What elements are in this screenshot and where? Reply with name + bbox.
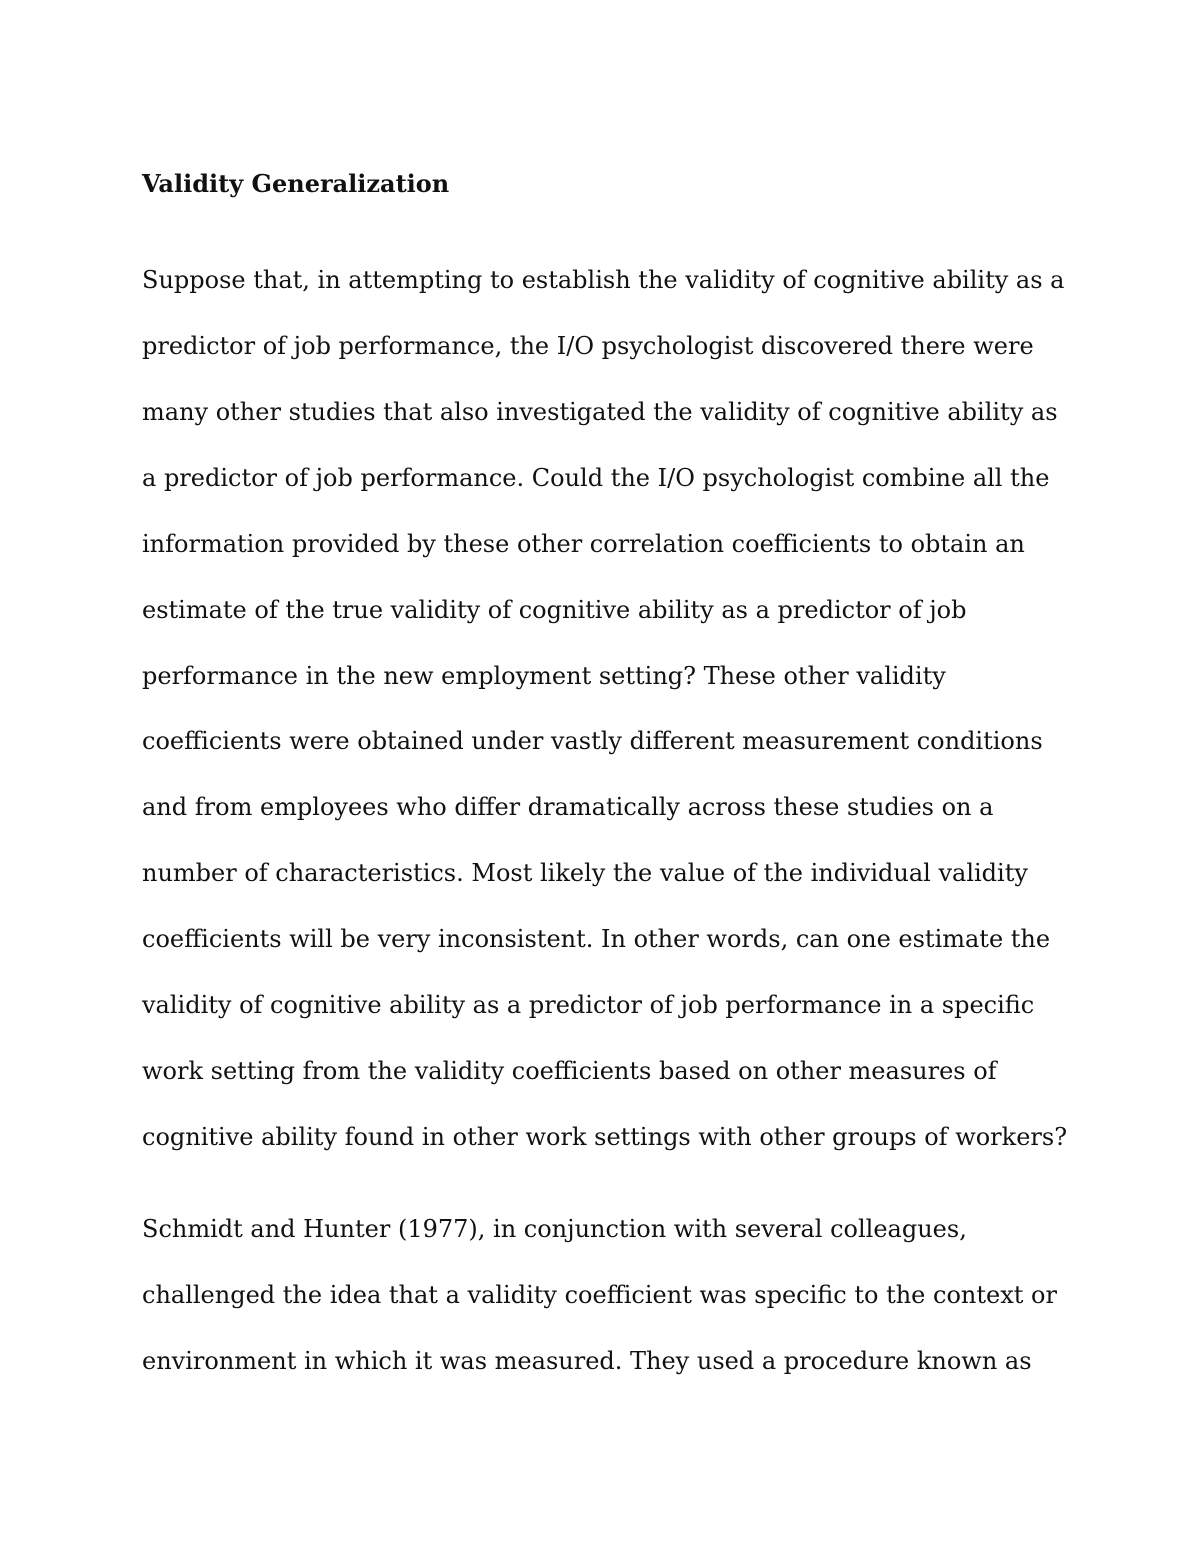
paragraph-1-line: many other studies that also investigated the validity of cognitive ability as bbox=[142, 398, 1058, 426]
paragraph-1-line: information provided by these other correlation coefficients to obtain an bbox=[142, 530, 1025, 558]
paragraph-1-line: work setting from the validity coefficients based on other measures of bbox=[142, 1057, 997, 1085]
paragraph-1-line: predictor of job performance, the I/O psychologist discovered there were bbox=[142, 332, 1034, 360]
paragraph-1-line: Suppose that, in attempting to establish the validity of cognitive ability as a bbox=[142, 266, 1065, 294]
paragraph-1-line: number of characteristics. Most likely the value of the individual validity bbox=[142, 859, 1028, 887]
paragraph-2-line: environment in which it was measured. They used a procedure known as bbox=[142, 1347, 1032, 1375]
paragraph-1-line: cognitive ability found in other work settings with other groups of workers? bbox=[142, 1123, 1068, 1151]
paragraph-1-line: coefficients were obtained under vastly different measurement conditions bbox=[142, 727, 1043, 755]
paragraph-1-line: performance in the new employment setting? These other validity bbox=[142, 662, 946, 690]
paragraph-2-line: challenged the idea that a validity coefficient was specific to the context or bbox=[142, 1281, 1057, 1309]
section-heading: Validity Generalization bbox=[142, 169, 450, 198]
paragraph-1-line: validity of cognitive ability as a predictor of job performance in a specific bbox=[142, 991, 1035, 1019]
paragraph-1-line: estimate of the true validity of cognitive ability as a predictor of job bbox=[142, 596, 967, 624]
paragraph-2-line: Schmidt and Hunter (1977), in conjunction with several colleagues, bbox=[142, 1215, 967, 1243]
paragraph-1-line: and from employees who differ dramatically across these studies on a bbox=[142, 793, 994, 821]
paragraph-1-line: a predictor of job performance. Could the I/O psychologist combine all the bbox=[142, 464, 1050, 492]
paragraph-1-line: coefficients will be very inconsistent. In other words, can one estimate the bbox=[142, 925, 1051, 953]
